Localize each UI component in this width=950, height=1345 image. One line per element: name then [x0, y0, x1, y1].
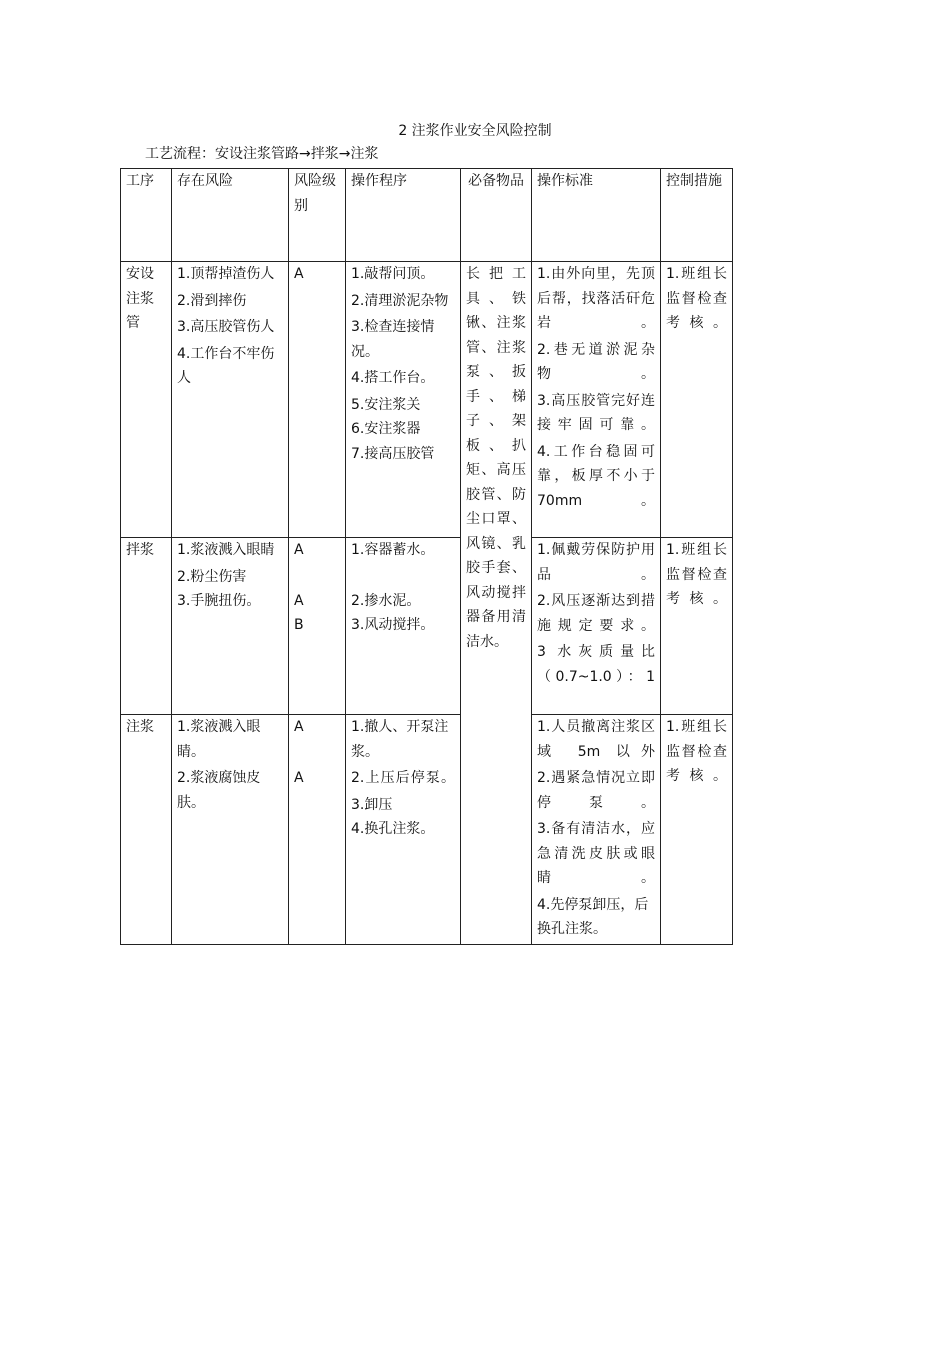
standard-item: 1.由外向里，先顶后帮，找落活矸危岩。 [537, 266, 655, 331]
table-row [121, 538, 733, 715]
level-item: A [294, 769, 304, 786]
process-cell: 拌浆 [121, 538, 172, 715]
procedure-item: 2.掺水泥。 [351, 592, 421, 609]
procedure-item: 4.换孔注浆。 [351, 821, 435, 837]
procedure-cell [346, 715, 461, 945]
header-control: 控制措施 [661, 169, 733, 262]
procedure-item: 1.容器蓄水。 [351, 542, 435, 558]
risk-cell [172, 262, 289, 538]
header-level: 风险级别 [289, 169, 346, 262]
level-cell [289, 262, 346, 538]
standard-item: 2.巷无道淤泥杂物。 [537, 341, 655, 382]
level-cell [289, 715, 346, 945]
risk-cell [172, 538, 289, 715]
standard-cell [532, 262, 661, 538]
table-row [121, 262, 733, 538]
process-flow: 工艺流程：安设注浆管路→拌浆→注浆 [145, 146, 379, 162]
procedure-item: 2.上压后停泵。 [351, 770, 455, 786]
risk-item: 1.浆液溅入眼睛。 [177, 719, 261, 760]
items-cell: 长把工具、铁锹、注浆管、注浆泵、扳手、梯子、架板、扒矩、高压胶管、防尘口罩、风镜、乳胶手套、风动搅拌器备用清洁水。 [461, 262, 532, 945]
procedure-item: 6.安注浆器 [351, 421, 421, 437]
standard-item: 1.佩戴劳保防护用品。 [537, 542, 655, 583]
standard-cell [532, 538, 661, 715]
standard-cell [532, 715, 661, 945]
level-item: A [294, 592, 304, 609]
standard-item: 2.遇紧急情况立即停泵。 [537, 770, 655, 811]
header-standard: 操作标准 [532, 169, 661, 262]
procedure-item: 2.清理淤泥杂物 [351, 292, 449, 309]
header-procedure: 操作程序 [346, 169, 461, 262]
procedure-item: 4.搭工作台。 [351, 370, 435, 386]
procedure-item: 3.风动搅拌。 [351, 617, 435, 633]
risk-item: 1.浆液溅入眼睛 [177, 542, 275, 558]
procedure-item: 3.卸压 [351, 796, 393, 813]
procedure-item: 7.接高压胶管 [351, 445, 435, 462]
table-row [121, 715, 733, 945]
risk-item: 2.滑到摔伤 [177, 292, 247, 309]
standard-item: 3.备有清洁水，应急清洗皮肤或眼睛。 [537, 821, 655, 886]
standard-item: 4.工作台稳固可靠，板厚不小于 70mm。 [537, 443, 655, 509]
procedure-item: 1.敲帮问顶。 [351, 266, 435, 282]
risk-item: 4.工作台不牢伤人 [177, 345, 275, 386]
level-item: B [294, 617, 304, 633]
header-items: 必备物品 [461, 169, 532, 262]
standard-item: 4.先停泵卸压，后换孔注浆。 [537, 896, 649, 937]
standard-item: 3.高压胶管完好连接牢固可靠。 [537, 392, 655, 433]
procedure-cell [346, 538, 461, 715]
level-item: A [294, 719, 304, 735]
control-cell: 1.班组长监督检查考核。 [661, 262, 733, 538]
risk-control-table [120, 168, 733, 945]
control-cell: 1.班组长监督检查考核。 [661, 715, 733, 945]
risk-item: 3.高压胶管伤人 [177, 319, 275, 335]
process-cell: 注浆 [121, 715, 172, 945]
level-item: A [294, 542, 304, 558]
table-header-row [121, 169, 733, 262]
standard-item: 3 水灰质量比（0.7~1.0）：1 [537, 644, 655, 685]
risk-cell [172, 715, 289, 945]
header-risk: 存在风险 [172, 169, 289, 262]
risk-item: 1.顶帮掉渣伤人 [177, 266, 275, 282]
risk-item: 2.粉尘伤害 [177, 568, 247, 585]
risk-item: 3.手腕扭伤。 [177, 593, 261, 609]
procedure-item: 1.撤人、开泵注浆。 [351, 719, 449, 760]
risk-item: 2.浆液腐蚀皮肤。 [177, 770, 261, 811]
procedure-item: 3.检查连接情况。 [351, 319, 435, 360]
level-cell [289, 538, 346, 715]
process-cell: 安设注浆管 [121, 262, 172, 538]
procedure-cell [346, 262, 461, 538]
level-item: A [294, 266, 304, 282]
standard-item: 2.风压逐渐达到措施规定要求。 [537, 593, 655, 634]
procedure-item: 5.安注浆关 [351, 396, 421, 413]
document-title: 2 注浆作业安全风险控制 [398, 123, 552, 139]
standard-item: 1.人员撤离注浆区域 5m 以外 [537, 719, 655, 760]
control-cell: 1.班组长监督检查考核。 [661, 538, 733, 715]
header-process: 工序 [121, 169, 172, 262]
